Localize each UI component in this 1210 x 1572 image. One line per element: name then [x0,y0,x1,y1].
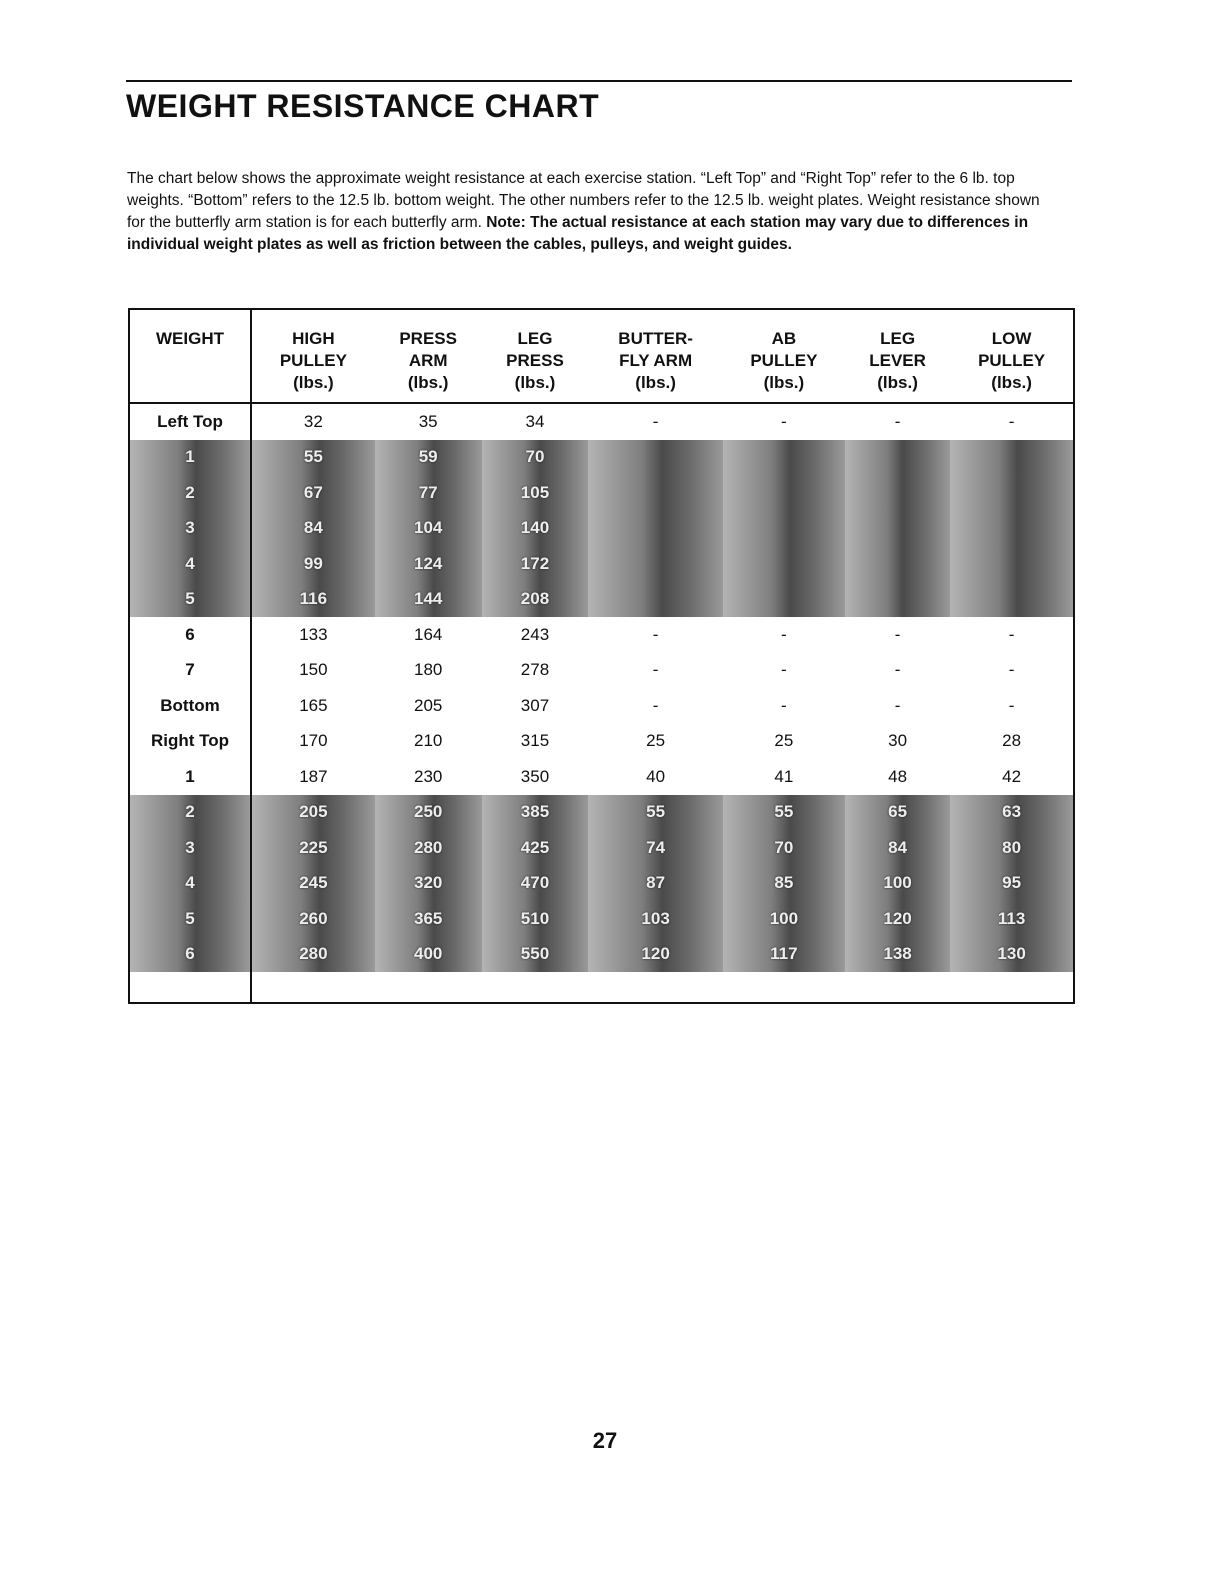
value-cell [950,440,1074,476]
empty-cell [251,972,375,1003]
table-row [129,795,1074,831]
value-cell: 164 [413,624,443,644]
value-cell: 138 [845,937,950,973]
value-cell: 95 [950,866,1074,902]
weight-label-cell: 7 [129,653,251,689]
table-row [129,688,1074,724]
weight-label-cell: 6 [129,937,251,973]
value-cell: 315 [520,731,550,751]
table-row [129,830,1074,866]
weight-label-cell: 2 [129,475,251,511]
column-header-line: PULLEY [279,351,347,370]
column-header-line: BUTTER- [618,329,693,348]
value-cell: - [894,695,901,715]
weight-label-cell: 1 [129,440,251,476]
value-cell: 34 [525,411,545,431]
value-cell: 120 [845,901,950,937]
value-cell: 260 [251,901,375,937]
column-header-line: (lbs.) [991,373,1032,392]
value-cell: 230 [413,766,443,786]
value-cell: - [1008,695,1015,715]
value-cell: 470 [482,866,589,902]
column-header-line: LEG [880,329,916,348]
value-cell [588,511,722,547]
value-cell [588,546,722,582]
column-header [129,309,251,403]
table-row [129,937,1074,973]
value-cell: 100 [845,866,950,902]
value-cell [723,511,845,547]
column-header-line: PULLEY [978,351,1046,370]
value-cell: 225 [251,830,375,866]
weight-label-cell: Right Top [129,724,251,760]
value-cell: 84 [251,511,375,547]
value-cell: 63 [950,795,1074,831]
value-cell: 100 [723,901,845,937]
value-cell [950,475,1074,511]
value-cell: 133 [299,624,328,644]
table-row [129,546,1074,582]
value-cell [950,511,1074,547]
value-cell: 320 [375,866,482,902]
value-cell [845,475,950,511]
value-cell: 187 [299,766,328,786]
column-header [950,309,1074,403]
column-header-line: PULLEY [750,351,818,370]
value-cell [588,475,722,511]
value-cell: 25 [774,731,794,751]
value-cell: - [1008,411,1015,431]
value-cell: 365 [375,901,482,937]
value-cell [845,546,950,582]
weight-label-cell: Bottom [129,688,251,724]
weight-label-cell: 5 [129,901,251,937]
weight-label-cell: 3 [129,830,251,866]
value-cell: 250 [375,795,482,831]
value-cell: 80 [950,830,1074,866]
empty-cell [129,972,251,1003]
value-cell: 30 [888,731,908,751]
table-row [129,511,1074,547]
value-cell: 280 [251,937,375,973]
value-cell: - [894,411,901,431]
value-cell: - [652,411,659,431]
column-header-line: AB [771,329,797,348]
value-cell: - [781,695,787,715]
value-cell: 42 [1002,766,1022,786]
column-header [588,309,722,403]
intro-paragraph [127,168,1057,256]
value-cell: 120 [588,937,722,973]
weight-resistance-table [128,308,1075,1004]
table-row [129,403,1074,440]
value-cell: 59 [375,440,482,476]
empty-cell [845,972,950,1003]
value-cell: 425 [482,830,589,866]
table-row [129,475,1074,511]
value-cell: - [894,624,901,644]
column-header [845,309,950,403]
value-cell: 25 [646,731,666,751]
column-header-line: FLY ARM [619,351,693,370]
value-cell: 385 [482,795,589,831]
table-row [129,582,1074,618]
value-cell: 278 [520,660,550,680]
value-cell: 32 [303,411,323,431]
column-header-line: LOW [991,329,1032,348]
table-end-row [129,972,1074,1003]
value-cell: 55 [723,795,845,831]
empty-cell [723,972,845,1003]
value-cell: 67 [251,475,375,511]
value-cell: 350 [520,766,550,786]
value-cell: 172 [482,546,589,582]
value-cell: 74 [588,830,722,866]
value-cell: 55 [588,795,722,831]
value-cell: 180 [413,660,443,680]
value-cell: 85 [723,866,845,902]
column-header [251,309,375,403]
weight-label-cell: Left Top [129,403,251,440]
value-cell: - [652,624,659,644]
empty-cell [950,972,1074,1003]
table-row [129,653,1074,689]
value-cell: - [1008,624,1015,644]
table-row [129,866,1074,902]
table-row [129,724,1074,760]
column-header [375,309,482,403]
value-cell: 130 [950,937,1074,973]
value-cell [845,511,950,547]
value-cell: 84 [845,830,950,866]
value-cell: 28 [1002,731,1022,751]
column-header-line: ARM [408,351,448,370]
table-row [129,440,1074,476]
value-cell: 99 [251,546,375,582]
value-cell: 243 [520,624,550,644]
weight-label-cell: 4 [129,866,251,902]
weight-label-cell: 4 [129,546,251,582]
table-row [129,901,1074,937]
weight-label-cell: 2 [129,795,251,831]
value-cell: - [1008,660,1015,680]
value-cell [588,440,722,476]
value-cell: 35 [418,411,438,431]
value-cell: 77 [375,475,482,511]
value-cell: - [894,660,901,680]
value-cell: 170 [299,731,328,751]
value-cell: 205 [251,795,375,831]
value-cell: 210 [413,731,443,751]
empty-cell [375,972,482,1003]
column-header-line: (lbs.) [407,373,449,392]
column-header-line: (lbs.) [877,373,918,392]
value-cell: - [781,660,787,680]
table-header-row [129,309,1074,403]
value-cell [723,582,845,618]
value-cell: 400 [375,937,482,973]
page-number: 27 [592,1428,618,1453]
value-cell: 70 [723,830,845,866]
value-cell: 41 [774,766,794,786]
value-cell: 87 [588,866,722,902]
column-header [723,309,845,403]
value-cell: 105 [482,475,589,511]
value-cell: 280 [375,830,482,866]
value-cell: 307 [520,695,550,715]
value-cell: 550 [482,937,589,973]
value-cell: 117 [723,937,845,973]
column-header [482,309,589,403]
value-cell [950,546,1074,582]
value-cell: 103 [588,901,722,937]
column-header-line: (lbs.) [763,373,805,392]
value-cell [723,546,845,582]
value-cell [950,582,1074,618]
value-cell [845,440,950,476]
empty-cell [588,972,722,1003]
empty-cell [482,972,589,1003]
value-cell: - [781,411,787,431]
value-cell: - [652,695,659,715]
page-title: WEIGHT RESISTANCE CHART [126,88,600,124]
weight-label-cell: 3 [129,511,251,547]
value-cell: 205 [413,695,443,715]
top-rule [126,80,1072,82]
value-cell: 165 [299,695,328,715]
column-header-line: WEIGHT [156,329,224,348]
value-cell: - [781,624,787,644]
column-header-line: (lbs.) [514,373,556,392]
weight-label-cell: 6 [129,617,251,653]
column-header-line: HIGH [292,329,335,348]
value-cell: 144 [375,582,482,618]
value-cell: 208 [482,582,589,618]
column-header-line: PRESS [399,329,457,348]
intro-note: Note: The actual resistance at each station may vary due to differences in individual weight plates as well as friction between the cables, pulleys, and weight guides. [127,214,1029,253]
value-cell: 116 [251,582,375,618]
value-cell: 124 [375,546,482,582]
value-cell: 150 [299,660,328,680]
value-cell: 70 [482,440,589,476]
column-header-line: (lbs.) [293,373,334,392]
value-cell: 40 [646,766,666,786]
value-cell [723,475,845,511]
column-header-line: LEG [517,329,553,348]
value-cell: 245 [251,866,375,902]
intro-text: The chart below shows the approximate weight resistance at each exercise station. “Left Top” and “Right Top” refer to the 6 lb. top weights. “Bottom” refers to the 12.5 lb. bottom weight. The other numbers refer to the 12.5 lb. weight plates. Weight resistance shown for the butterfly arm station is for each butterfly arm. [127,170,1040,231]
value-cell: 65 [845,795,950,831]
column-header-line: (lbs.) [635,373,676,392]
value-cell: 104 [375,511,482,547]
column-header-line: PRESS [506,351,564,370]
value-cell: 140 [482,511,589,547]
weight-label-cell: 5 [129,582,251,618]
value-cell: 48 [888,766,908,786]
value-cell [723,440,845,476]
table-row [129,617,1074,653]
weight-label-cell: 1 [129,759,251,795]
value-cell: - [652,660,659,680]
value-cell [845,582,950,618]
column-header-line: LEVER [869,351,926,370]
value-cell: 113 [950,901,1074,937]
value-cell [588,582,722,618]
value-cell: 510 [482,901,589,937]
value-cell: 55 [251,440,375,476]
table-row [129,759,1074,795]
